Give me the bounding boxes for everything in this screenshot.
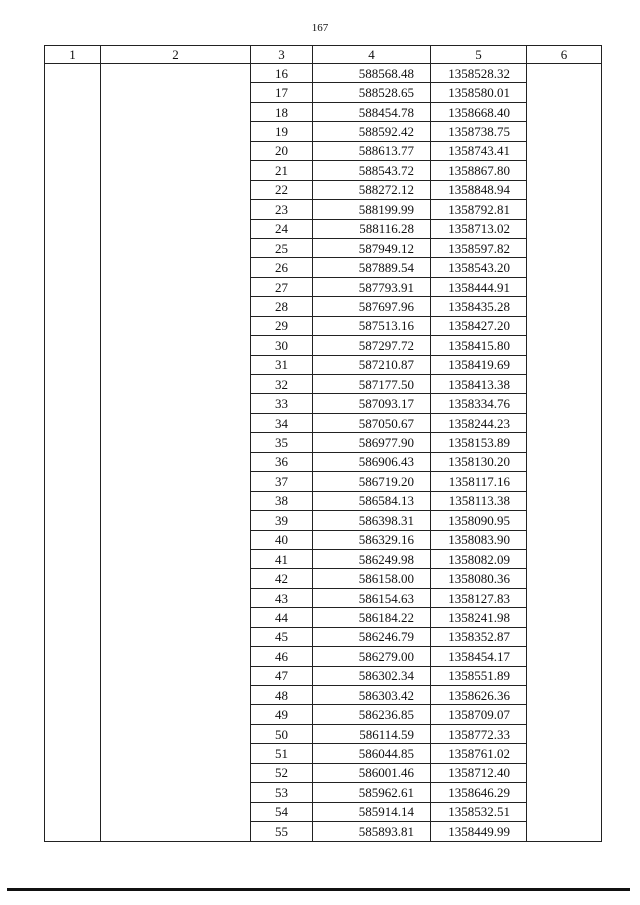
cell-coordinate-y: 1358090.95 <box>431 511 527 530</box>
table-row <box>45 336 602 355</box>
cell-col6-empty <box>527 141 602 160</box>
cell-coordinate-y: 1358334.76 <box>431 394 527 413</box>
cell-coordinate-y: 1358848.94 <box>431 180 527 199</box>
table-row <box>45 297 602 316</box>
cell-col1-empty <box>45 802 101 821</box>
cell-col1-empty <box>45 238 101 257</box>
cell-col1-empty <box>45 102 101 121</box>
cell-col1-empty <box>45 763 101 782</box>
column-header-3: 3 <box>251 46 313 64</box>
cell-col6-empty <box>527 375 602 394</box>
cell-coordinate-x: 586398.31 <box>313 511 431 530</box>
cell-point-number: 38 <box>251 491 313 510</box>
cell-col2-empty <box>101 569 251 588</box>
cell-col1-empty <box>45 511 101 530</box>
cell-col1-empty <box>45 83 101 102</box>
table-row <box>45 627 602 646</box>
cell-coordinate-x: 586584.13 <box>313 491 431 510</box>
cell-col1-empty <box>45 355 101 374</box>
cell-col2-empty <box>101 802 251 821</box>
table-row <box>45 511 602 530</box>
cell-col6-empty <box>527 316 602 335</box>
cell-coordinate-x: 585893.81 <box>313 822 431 841</box>
cell-col6-empty <box>527 83 602 102</box>
table-row <box>45 413 602 432</box>
column-header-2: 2 <box>101 46 251 64</box>
cell-coordinate-x: 586184.22 <box>313 608 431 627</box>
table-row <box>45 394 602 413</box>
cell-col6-empty <box>527 219 602 238</box>
cell-point-number: 54 <box>251 802 313 821</box>
cell-col6-empty <box>527 588 602 607</box>
cell-col6-empty <box>527 686 602 705</box>
table-row <box>45 219 602 238</box>
cell-col2-empty <box>101 316 251 335</box>
cell-col1-empty <box>45 394 101 413</box>
cell-coordinate-y: 1358580.01 <box>431 83 527 102</box>
cell-col2-empty <box>101 433 251 452</box>
cell-point-number: 21 <box>251 161 313 180</box>
cell-coordinate-y: 1358415.80 <box>431 336 527 355</box>
cell-coordinate-y: 1358413.38 <box>431 375 527 394</box>
cell-coordinate-y: 1358244.23 <box>431 413 527 432</box>
cell-col2-empty <box>101 608 251 627</box>
footer-rule <box>7 888 630 891</box>
cell-coordinate-x: 588528.65 <box>313 83 431 102</box>
cell-col1-empty <box>45 608 101 627</box>
cell-col2-empty <box>101 724 251 743</box>
page-number: 167 <box>311 22 329 34</box>
cell-col2-empty <box>101 277 251 296</box>
cell-col2-empty <box>101 83 251 102</box>
cell-point-number: 27 <box>251 277 313 296</box>
cell-col1-empty <box>45 413 101 432</box>
cell-col2-empty <box>101 763 251 782</box>
cell-col6-empty <box>527 530 602 549</box>
cell-coordinate-y: 1358444.91 <box>431 277 527 296</box>
cell-coordinate-y: 1358712.40 <box>431 763 527 782</box>
cell-col2-empty <box>101 238 251 257</box>
cell-coordinate-y: 1358532.51 <box>431 802 527 821</box>
cell-col1-empty <box>45 258 101 277</box>
cell-col1-empty <box>45 316 101 335</box>
table-row <box>45 783 602 802</box>
cell-point-number: 17 <box>251 83 313 102</box>
cell-point-number: 53 <box>251 783 313 802</box>
cell-col1-empty <box>45 822 101 841</box>
cell-coordinate-y: 1358738.75 <box>431 122 527 141</box>
cell-col6-empty <box>527 569 602 588</box>
table-row <box>45 686 602 705</box>
cell-col6-empty <box>527 336 602 355</box>
cell-point-number: 43 <box>251 588 313 607</box>
table-row <box>45 666 602 685</box>
cell-col2-empty <box>101 394 251 413</box>
cell-col2-empty <box>101 297 251 316</box>
cell-coordinate-x: 588272.12 <box>313 180 431 199</box>
cell-col1-empty <box>45 530 101 549</box>
cell-col6-empty <box>527 705 602 724</box>
cell-col2-empty <box>101 783 251 802</box>
cell-point-number: 48 <box>251 686 313 705</box>
cell-col1-empty <box>45 161 101 180</box>
cell-point-number: 22 <box>251 180 313 199</box>
cell-coordinate-x: 586246.79 <box>313 627 431 646</box>
cell-coordinate-y: 1358449.99 <box>431 822 527 841</box>
cell-col1-empty <box>45 141 101 160</box>
coordinates-table <box>44 45 602 842</box>
cell-coordinate-x: 586719.20 <box>313 472 431 491</box>
cell-col1-empty <box>45 297 101 316</box>
cell-point-number: 34 <box>251 413 313 432</box>
cell-point-number: 30 <box>251 336 313 355</box>
cell-col6-empty <box>527 822 602 841</box>
cell-coordinate-x: 587093.17 <box>313 394 431 413</box>
cell-col2-empty <box>101 705 251 724</box>
cell-coordinate-x: 586249.98 <box>313 549 431 568</box>
cell-col2-empty <box>101 64 251 83</box>
cell-col2-empty <box>101 375 251 394</box>
cell-col6-empty <box>527 238 602 257</box>
cell-coordinate-y: 1358419.69 <box>431 355 527 374</box>
column-header-5: 5 <box>431 46 527 64</box>
cell-coordinate-y: 1358241.98 <box>431 608 527 627</box>
cell-coordinate-x: 588454.78 <box>313 102 431 121</box>
cell-coordinate-x: 587793.91 <box>313 277 431 296</box>
table-row <box>45 744 602 763</box>
cell-col6-empty <box>527 666 602 685</box>
cell-col1-empty <box>45 277 101 296</box>
cell-point-number: 23 <box>251 200 313 219</box>
table-row <box>45 802 602 821</box>
column-header-6: 6 <box>527 46 602 64</box>
table-row <box>45 258 602 277</box>
cell-point-number: 36 <box>251 452 313 471</box>
cell-col2-empty <box>101 258 251 277</box>
cell-col2-empty <box>101 336 251 355</box>
cell-coordinate-x: 587177.50 <box>313 375 431 394</box>
cell-col6-empty <box>527 763 602 782</box>
cell-coordinate-x: 588116.28 <box>313 219 431 238</box>
cell-col1-empty <box>45 666 101 685</box>
cell-col1-empty <box>45 686 101 705</box>
cell-coordinate-y: 1358080.36 <box>431 569 527 588</box>
cell-point-number: 28 <box>251 297 313 316</box>
table-row <box>45 763 602 782</box>
cell-col6-empty <box>527 549 602 568</box>
cell-coordinate-y: 1358117.16 <box>431 472 527 491</box>
cell-col2-empty <box>101 822 251 841</box>
cell-col1-empty <box>45 180 101 199</box>
cell-col1-empty <box>45 452 101 471</box>
cell-coordinate-y: 1358454.17 <box>431 647 527 666</box>
cell-point-number: 45 <box>251 627 313 646</box>
cell-col6-empty <box>527 608 602 627</box>
cell-col1-empty <box>45 627 101 646</box>
cell-col2-empty <box>101 686 251 705</box>
cell-col6-empty <box>527 297 602 316</box>
cell-col6-empty <box>527 511 602 530</box>
column-header-1: 1 <box>45 46 101 64</box>
table-row <box>45 608 602 627</box>
cell-point-number: 25 <box>251 238 313 257</box>
cell-point-number: 35 <box>251 433 313 452</box>
cell-point-number: 44 <box>251 608 313 627</box>
cell-coordinate-x: 585914.14 <box>313 802 431 821</box>
cell-coordinate-x: 586001.46 <box>313 763 431 782</box>
cell-col6-empty <box>527 433 602 452</box>
cell-coordinate-y: 1358792.81 <box>431 200 527 219</box>
table-body <box>45 64 602 842</box>
cell-coordinate-y: 1358528.32 <box>431 64 527 83</box>
table-row <box>45 724 602 743</box>
cell-col1-empty <box>45 647 101 666</box>
cell-point-number: 51 <box>251 744 313 763</box>
cell-coordinate-y: 1358646.29 <box>431 783 527 802</box>
cell-col6-empty <box>527 258 602 277</box>
cell-coordinate-x: 588568.48 <box>313 64 431 83</box>
table-row <box>45 549 602 568</box>
table-row <box>45 472 602 491</box>
cell-col2-empty <box>101 355 251 374</box>
table-header <box>45 46 602 64</box>
cell-col6-empty <box>527 180 602 199</box>
cell-coordinate-y: 1358543.20 <box>431 258 527 277</box>
cell-point-number: 29 <box>251 316 313 335</box>
cell-coordinate-y: 1358130.20 <box>431 452 527 471</box>
table-row <box>45 375 602 394</box>
cell-col1-empty <box>45 588 101 607</box>
cell-coordinate-y: 1358153.89 <box>431 433 527 452</box>
cell-point-number: 49 <box>251 705 313 724</box>
cell-coordinate-y: 1358761.02 <box>431 744 527 763</box>
cell-coordinate-y: 1358867.80 <box>431 161 527 180</box>
cell-point-number: 18 <box>251 102 313 121</box>
cell-col2-empty <box>101 102 251 121</box>
cell-col6-empty <box>527 627 602 646</box>
cell-col6-empty <box>527 452 602 471</box>
cell-col1-empty <box>45 724 101 743</box>
cell-coordinate-y: 1358668.40 <box>431 102 527 121</box>
cell-point-number: 26 <box>251 258 313 277</box>
cell-point-number: 46 <box>251 647 313 666</box>
cell-coordinate-y: 1358743.41 <box>431 141 527 160</box>
cell-coordinate-x: 586279.00 <box>313 647 431 666</box>
cell-col2-empty <box>101 511 251 530</box>
cell-point-number: 42 <box>251 569 313 588</box>
cell-coordinate-y: 1358626.36 <box>431 686 527 705</box>
cell-col2-empty <box>101 141 251 160</box>
cell-coordinate-y: 1358127.83 <box>431 588 527 607</box>
cell-point-number: 40 <box>251 530 313 549</box>
table-row <box>45 355 602 374</box>
cell-coordinate-x: 587210.87 <box>313 355 431 374</box>
cell-coordinate-x: 586977.90 <box>313 433 431 452</box>
table-row <box>45 200 602 219</box>
cell-coordinate-x: 587949.12 <box>313 238 431 257</box>
cell-col2-empty <box>101 122 251 141</box>
cell-col1-empty <box>45 705 101 724</box>
cell-point-number: 55 <box>251 822 313 841</box>
cell-coordinate-x: 586044.85 <box>313 744 431 763</box>
cell-coordinate-x: 586154.63 <box>313 588 431 607</box>
table-row <box>45 64 602 83</box>
cell-col2-empty <box>101 472 251 491</box>
table-row <box>45 161 602 180</box>
cell-col1-empty <box>45 549 101 568</box>
cell-col6-empty <box>527 161 602 180</box>
cell-col6-empty <box>527 413 602 432</box>
cell-coordinate-y: 1358713.02 <box>431 219 527 238</box>
cell-col1-empty <box>45 200 101 219</box>
table-row <box>45 705 602 724</box>
cell-col6-empty <box>527 802 602 821</box>
cell-col2-empty <box>101 491 251 510</box>
cell-point-number: 47 <box>251 666 313 685</box>
cell-coordinate-x: 586906.43 <box>313 452 431 471</box>
header-row <box>45 46 602 64</box>
cell-coordinate-y: 1358551.89 <box>431 666 527 685</box>
table-row <box>45 277 602 296</box>
cell-col6-empty <box>527 122 602 141</box>
cell-col6-empty <box>527 472 602 491</box>
cell-coordinate-y: 1358113.38 <box>431 491 527 510</box>
cell-coordinate-x: 587050.67 <box>313 413 431 432</box>
table-row <box>45 141 602 160</box>
cell-col1-empty <box>45 375 101 394</box>
cell-coordinate-x: 586158.00 <box>313 569 431 588</box>
cell-coordinate-y: 1358082.09 <box>431 549 527 568</box>
cell-coordinate-y: 1358772.33 <box>431 724 527 743</box>
table-row <box>45 433 602 452</box>
cell-col6-empty <box>527 394 602 413</box>
cell-col2-empty <box>101 588 251 607</box>
table-row <box>45 180 602 199</box>
cell-coordinate-y: 1358435.28 <box>431 297 527 316</box>
cell-coordinate-x: 585962.61 <box>313 783 431 802</box>
cell-col6-empty <box>527 277 602 296</box>
table-row <box>45 452 602 471</box>
cell-col6-empty <box>527 355 602 374</box>
cell-col2-empty <box>101 744 251 763</box>
cell-col6-empty <box>527 724 602 743</box>
cell-coordinate-x: 586114.59 <box>313 724 431 743</box>
cell-col2-empty <box>101 452 251 471</box>
cell-col1-empty <box>45 64 101 83</box>
cell-coordinate-x: 588592.42 <box>313 122 431 141</box>
table-row <box>45 647 602 666</box>
cell-point-number: 24 <box>251 219 313 238</box>
cell-point-number: 20 <box>251 141 313 160</box>
table-row <box>45 316 602 335</box>
cell-coordinate-x: 587297.72 <box>313 336 431 355</box>
cell-point-number: 39 <box>251 511 313 530</box>
cell-col2-empty <box>101 200 251 219</box>
cell-point-number: 33 <box>251 394 313 413</box>
cell-point-number: 37 <box>251 472 313 491</box>
cell-col1-empty <box>45 122 101 141</box>
cell-coordinate-x: 588199.99 <box>313 200 431 219</box>
table-row <box>45 588 602 607</box>
cell-col2-empty <box>101 530 251 549</box>
cell-col6-empty <box>527 491 602 510</box>
cell-col6-empty <box>527 744 602 763</box>
cell-col2-empty <box>101 413 251 432</box>
cell-coordinate-x: 586236.85 <box>313 705 431 724</box>
cell-coordinate-y: 1358427.20 <box>431 316 527 335</box>
cell-col1-empty <box>45 783 101 802</box>
cell-point-number: 31 <box>251 355 313 374</box>
table-row <box>45 569 602 588</box>
cell-col6-empty <box>527 783 602 802</box>
cell-col6-empty <box>527 647 602 666</box>
cell-col2-empty <box>101 161 251 180</box>
cell-col1-empty <box>45 491 101 510</box>
table-row <box>45 102 602 121</box>
cell-col2-empty <box>101 647 251 666</box>
table-row <box>45 822 602 841</box>
table-row <box>45 491 602 510</box>
cell-col2-empty <box>101 549 251 568</box>
column-header-4: 4 <box>313 46 431 64</box>
cell-coordinate-y: 1358709.07 <box>431 705 527 724</box>
cell-coordinate-x: 586303.42 <box>313 686 431 705</box>
cell-col1-empty <box>45 336 101 355</box>
cell-col6-empty <box>527 102 602 121</box>
cell-col1-empty <box>45 472 101 491</box>
cell-col6-empty <box>527 200 602 219</box>
cell-point-number: 41 <box>251 549 313 568</box>
cell-col1-empty <box>45 569 101 588</box>
cell-coordinate-x: 587697.96 <box>313 297 431 316</box>
table-row <box>45 238 602 257</box>
cell-point-number: 19 <box>251 122 313 141</box>
cell-point-number: 52 <box>251 763 313 782</box>
cell-point-number: 32 <box>251 375 313 394</box>
table-row <box>45 83 602 102</box>
cell-col1-empty <box>45 219 101 238</box>
cell-coordinate-x: 586302.34 <box>313 666 431 685</box>
cell-coordinate-y: 1358083.90 <box>431 530 527 549</box>
cell-coordinate-x: 586329.16 <box>313 530 431 549</box>
cell-col2-empty <box>101 627 251 646</box>
cell-col1-empty <box>45 433 101 452</box>
table-row <box>45 530 602 549</box>
cell-col1-empty <box>45 744 101 763</box>
cell-coordinate-y: 1358597.82 <box>431 238 527 257</box>
cell-col2-empty <box>101 180 251 199</box>
table-row <box>45 122 602 141</box>
cell-coordinate-y: 1358352.87 <box>431 627 527 646</box>
cell-coordinate-x: 588543.72 <box>313 161 431 180</box>
cell-point-number: 50 <box>251 724 313 743</box>
cell-col2-empty <box>101 666 251 685</box>
cell-point-number: 16 <box>251 64 313 83</box>
cell-col6-empty <box>527 64 602 83</box>
cell-coordinate-x: 587513.16 <box>313 316 431 335</box>
cell-col2-empty <box>101 219 251 238</box>
cell-coordinate-x: 587889.54 <box>313 258 431 277</box>
cell-coordinate-x: 588613.77 <box>313 141 431 160</box>
